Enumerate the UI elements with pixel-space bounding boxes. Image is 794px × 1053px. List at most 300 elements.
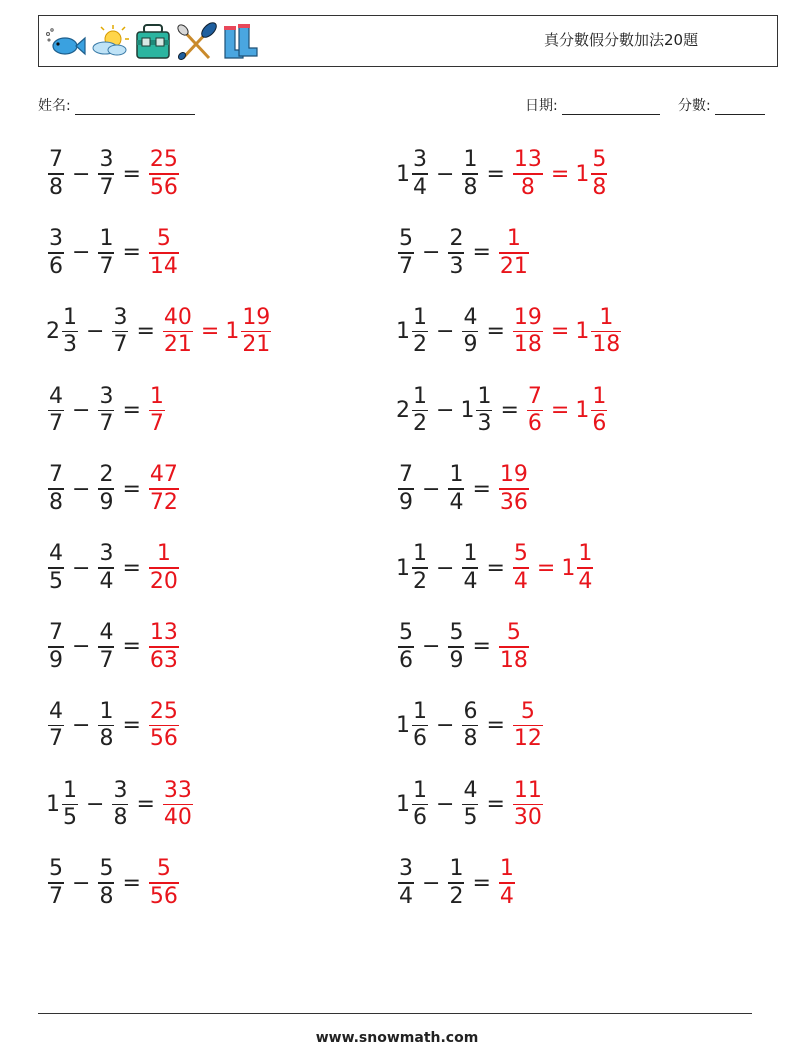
fraction	[448, 463, 464, 515]
problem-10	[396, 454, 531, 524]
crossed-paddles-icon	[175, 22, 217, 62]
denominator: 6	[527, 411, 542, 437]
problem-16	[396, 691, 545, 761]
denominator: 4	[513, 568, 528, 594]
numerator: 1	[413, 698, 427, 724]
numerator: 19	[242, 304, 271, 330]
minuend	[46, 857, 66, 909]
minuend	[46, 542, 66, 594]
denominator: 4	[399, 883, 413, 909]
answer	[147, 857, 181, 909]
denominator: 8	[113, 805, 128, 831]
denominator: 7	[99, 411, 114, 437]
answer	[511, 700, 545, 752]
numerator: 6	[463, 698, 478, 724]
denominator: 7	[113, 332, 128, 358]
minuend	[396, 857, 416, 909]
denominator: 7	[149, 411, 164, 437]
problem-4	[396, 218, 531, 288]
denominator: 2	[449, 883, 464, 909]
fraction	[398, 857, 414, 909]
date-label: 日期:	[525, 98, 558, 114]
denominator: 72	[149, 489, 178, 515]
fraction	[48, 227, 64, 279]
fraction	[448, 621, 464, 673]
denominator: 4	[99, 568, 114, 594]
minus-sign: −	[72, 870, 91, 896]
numerator: 1	[592, 383, 607, 409]
equals-sign: =	[122, 713, 141, 739]
answer-fraction	[499, 857, 515, 909]
fraction	[48, 148, 64, 200]
denominator: 7	[399, 253, 413, 279]
minus-sign: −	[86, 791, 105, 817]
numerator: 7	[49, 462, 63, 488]
answer-fraction	[513, 700, 543, 752]
minuend	[46, 700, 66, 752]
equals-sign: =	[486, 713, 505, 739]
minuend	[46, 306, 80, 358]
tackle-box-icon	[133, 22, 173, 62]
fraction	[412, 306, 428, 358]
fraction	[448, 857, 464, 909]
whole-number: 1	[575, 161, 590, 187]
denominator: 9	[463, 332, 478, 358]
problem-15	[46, 691, 181, 761]
numerator: 5	[506, 620, 521, 646]
numerator: 1	[149, 383, 164, 409]
fraction	[591, 148, 607, 200]
equals-sign: =	[122, 870, 141, 896]
denominator: 18	[592, 332, 621, 358]
fraction	[62, 306, 78, 358]
denominator: 21	[242, 332, 271, 358]
answer	[497, 621, 531, 673]
minus-sign: −	[72, 555, 91, 581]
answer-fraction	[149, 857, 179, 909]
answer	[147, 463, 181, 515]
numerator: 5	[520, 698, 535, 724]
denominator: 63	[149, 647, 178, 673]
minuend	[396, 779, 430, 831]
answer-fraction	[513, 306, 543, 358]
denominator: 6	[399, 647, 413, 673]
whole-number: 1	[46, 791, 60, 817]
subtrahend	[110, 306, 130, 358]
rain-boots-icon	[219, 22, 261, 62]
numerator: 3	[99, 147, 114, 173]
date-blank[interactable]	[562, 100, 660, 115]
answer-fraction	[499, 621, 529, 673]
equals-sign: =	[136, 791, 155, 817]
denominator: 4	[413, 174, 427, 200]
numerator: 3	[49, 226, 63, 252]
equals-sign: =	[500, 397, 519, 423]
header-icons	[43, 22, 261, 62]
minuend	[46, 227, 66, 279]
fraction	[476, 385, 492, 437]
score-label: 分數:	[678, 98, 711, 114]
denominator: 6	[49, 253, 63, 279]
denominator: 5	[49, 568, 63, 594]
numerator: 4	[49, 698, 63, 724]
numerator: 25	[149, 698, 178, 724]
denominator: 8	[99, 883, 114, 909]
numerator: 7	[49, 620, 63, 646]
whole-number: 2	[396, 397, 410, 423]
numerator: 5	[99, 856, 114, 882]
numerator: 19	[513, 304, 542, 330]
minus-sign: −	[436, 713, 455, 739]
fraction	[112, 779, 128, 831]
minus-sign: −	[72, 397, 91, 423]
denominator: 5	[463, 805, 478, 831]
subtrahend	[96, 227, 116, 279]
minus-sign: −	[86, 319, 105, 345]
fraction	[98, 542, 114, 594]
numerator: 3	[399, 856, 413, 882]
footer-divider	[38, 1013, 752, 1014]
denominator: 56	[149, 174, 178, 200]
minuend	[396, 306, 430, 358]
problem-8	[396, 375, 609, 445]
numerator: 1	[599, 304, 614, 330]
fraction	[462, 306, 478, 358]
answer	[147, 542, 181, 594]
equals-sign: =	[486, 161, 505, 187]
subtrahend	[446, 463, 466, 515]
problem-11	[46, 533, 181, 603]
answer-fraction	[513, 542, 529, 594]
denominator: 8	[49, 489, 63, 515]
answer-fraction	[499, 463, 529, 515]
fraction	[98, 463, 114, 515]
denominator: 4	[578, 568, 593, 594]
fraction	[98, 621, 114, 673]
minus-sign: −	[422, 476, 441, 502]
fraction	[412, 779, 428, 831]
subtrahend	[96, 621, 116, 673]
problem-7	[46, 375, 167, 445]
denominator: 2	[413, 411, 427, 437]
problem-17	[46, 769, 195, 839]
denominator: 36	[499, 489, 528, 515]
subtrahend	[96, 857, 116, 909]
numerator: 1	[99, 226, 114, 252]
problem-9	[46, 454, 181, 524]
answer-equals-sign: =	[536, 555, 556, 581]
denominator: 9	[49, 647, 63, 673]
whole-number: 1	[460, 397, 475, 423]
numerator: 47	[149, 462, 178, 488]
answer-fraction	[149, 700, 179, 752]
minuend	[396, 621, 416, 673]
fraction	[462, 700, 478, 752]
denominator: 2	[413, 568, 427, 594]
fraction	[98, 385, 114, 437]
numerator: 2	[99, 462, 114, 488]
numerator: 1	[99, 698, 114, 724]
fraction	[48, 542, 64, 594]
whole-number: 1	[225, 319, 240, 345]
subtrahend	[446, 227, 466, 279]
worksheet-title: 真分數假分數加法20題	[544, 31, 699, 49]
denominator: 40	[163, 805, 192, 831]
subtrahend	[460, 385, 494, 437]
problem-5	[46, 297, 273, 367]
answer-fraction	[149, 227, 179, 279]
numerator: 1	[578, 541, 593, 567]
numerator: 1	[506, 226, 521, 252]
minus-sign: −	[72, 634, 91, 660]
denominator: 8	[49, 174, 63, 200]
minus-sign: −	[72, 161, 91, 187]
problem-19	[46, 848, 181, 918]
answer	[511, 306, 623, 358]
answer	[511, 148, 609, 200]
numerator: 1	[156, 541, 171, 567]
problem-2	[396, 139, 609, 209]
fraction	[98, 227, 114, 279]
fraction	[462, 148, 478, 200]
minus-sign: −	[436, 555, 455, 581]
denominator: 6	[413, 726, 427, 752]
worksheet-header	[38, 15, 778, 67]
whole-number: 1	[396, 161, 410, 187]
numerator: 5	[513, 541, 528, 567]
numerator: 1	[413, 383, 427, 409]
subtrahend	[446, 621, 466, 673]
minus-sign: −	[72, 713, 91, 739]
answer	[497, 463, 531, 515]
fraction	[112, 306, 128, 358]
numerator: 7	[49, 147, 63, 173]
subtrahend	[96, 542, 116, 594]
whole-number: 1	[575, 397, 590, 423]
answer-fraction	[527, 385, 543, 437]
denominator: 8	[99, 726, 114, 752]
denominator: 7	[99, 174, 114, 200]
whole-number: 1	[396, 319, 410, 345]
denominator: 7	[49, 726, 63, 752]
denominator: 8	[463, 174, 478, 200]
answer	[147, 148, 181, 200]
answer-fraction	[513, 779, 543, 831]
whole-number: 1	[575, 319, 590, 345]
denominator: 56	[149, 726, 178, 752]
numerator: 5	[49, 856, 63, 882]
fraction	[412, 542, 428, 594]
minuend	[396, 148, 430, 200]
problem-18	[396, 769, 545, 839]
denominator: 4	[449, 489, 464, 515]
equals-sign: =	[136, 319, 155, 345]
equals-sign: =	[472, 240, 491, 266]
equals-sign: =	[122, 634, 141, 660]
minus-sign: −	[436, 161, 455, 187]
fraction	[462, 779, 478, 831]
answer-equals-sign: =	[550, 319, 570, 345]
fraction	[462, 542, 478, 594]
minuend	[46, 621, 66, 673]
fish-icon	[43, 22, 87, 62]
fraction	[48, 463, 64, 515]
subtrahend	[460, 779, 480, 831]
denominator: 30	[513, 805, 542, 831]
numerator: 2	[449, 226, 464, 252]
answer-equals-sign: =	[550, 397, 570, 423]
denominator: 4	[499, 883, 514, 909]
numerator: 1	[499, 856, 514, 882]
score-blank[interactable]	[715, 100, 765, 115]
numerator: 13	[513, 147, 542, 173]
subtrahend	[460, 306, 480, 358]
equals-sign: =	[472, 634, 491, 660]
answer-fraction	[149, 542, 179, 594]
answer-fraction	[149, 385, 165, 437]
numerator: 13	[149, 620, 178, 646]
problem-14	[396, 612, 531, 682]
numerator: 3	[99, 541, 114, 567]
name-label: 姓名:	[38, 98, 71, 114]
numerator: 33	[163, 777, 192, 803]
numerator: 4	[463, 777, 478, 803]
numerator: 4	[463, 304, 478, 330]
numerator: 19	[499, 462, 528, 488]
whole-number: 2	[46, 319, 60, 345]
denominator: 3	[477, 411, 492, 437]
minus-sign: −	[436, 791, 455, 817]
answer	[147, 385, 167, 437]
minuend	[396, 227, 416, 279]
subtrahend	[460, 542, 480, 594]
whole-number: 1	[396, 555, 410, 581]
denominator: 6	[592, 411, 607, 437]
minuend	[46, 148, 66, 200]
numerator: 1	[477, 383, 492, 409]
footer-url: www.snowmath.com	[315, 1030, 479, 1046]
denominator: 4	[463, 568, 478, 594]
answer	[161, 779, 195, 831]
equals-sign: =	[486, 555, 505, 581]
equals-sign: =	[122, 555, 141, 581]
numerator: 3	[113, 777, 128, 803]
problem-12	[396, 533, 595, 603]
numerator: 5	[449, 620, 464, 646]
fraction	[62, 779, 78, 831]
minus-sign: −	[72, 476, 91, 502]
minuend	[396, 542, 430, 594]
minuend	[396, 463, 416, 515]
numerator: 1	[413, 541, 427, 567]
subtrahend	[96, 700, 116, 752]
whole-number: 1	[561, 555, 576, 581]
subtrahend	[110, 779, 130, 831]
numerator: 40	[163, 304, 192, 330]
fraction	[412, 148, 428, 200]
answer-mixed-number	[575, 148, 609, 200]
denominator: 14	[149, 253, 178, 279]
whole-number: 1	[396, 791, 410, 817]
answer-fraction	[163, 779, 193, 831]
answer-equals-sign: =	[550, 161, 570, 187]
answer-fraction	[513, 148, 543, 200]
name-blank[interactable]	[75, 100, 195, 115]
fraction	[398, 621, 414, 673]
answer-mixed-number	[575, 306, 623, 358]
denominator: 7	[99, 647, 114, 673]
denominator: 21	[163, 332, 192, 358]
numerator: 3	[413, 147, 427, 173]
answer-fraction	[149, 463, 179, 515]
fraction	[48, 857, 64, 909]
name-field	[38, 95, 195, 115]
answer-fraction	[163, 306, 193, 358]
answer	[497, 857, 517, 909]
numerator: 7	[527, 383, 542, 409]
answer	[525, 385, 609, 437]
denominator: 20	[149, 568, 178, 594]
minuend	[46, 463, 66, 515]
numerator: 5	[399, 226, 413, 252]
whole-number: 1	[396, 713, 410, 739]
fraction	[448, 227, 464, 279]
equals-sign: =	[486, 791, 505, 817]
problem-1	[46, 139, 181, 209]
numerator: 1	[449, 462, 464, 488]
denominator: 3	[449, 253, 464, 279]
subtrahend	[460, 148, 480, 200]
denominator: 7	[49, 411, 63, 437]
minus-sign: −	[436, 397, 455, 423]
denominator: 8	[520, 174, 535, 200]
numerator: 1	[463, 147, 478, 173]
minuend	[46, 779, 80, 831]
problem-13	[46, 612, 181, 682]
denominator: 8	[463, 726, 478, 752]
date-field	[525, 95, 660, 115]
fraction	[412, 385, 428, 437]
answer	[147, 227, 181, 279]
denominator: 8	[592, 174, 607, 200]
subtrahend	[96, 385, 116, 437]
numerator: 1	[413, 777, 427, 803]
answer	[147, 700, 181, 752]
answer-equals-sign: =	[200, 319, 220, 345]
denominator: 56	[149, 883, 178, 909]
answer	[147, 621, 181, 673]
answer-mixed-number	[575, 385, 609, 437]
answer	[161, 306, 273, 358]
denominator: 12	[513, 726, 542, 752]
answer	[497, 227, 531, 279]
denominator: 2	[413, 332, 427, 358]
numerator: 1	[413, 304, 427, 330]
denominator: 7	[99, 253, 114, 279]
subtrahend	[460, 700, 480, 752]
fraction	[591, 306, 621, 358]
equals-sign: =	[472, 476, 491, 502]
minus-sign: −	[72, 240, 91, 266]
numerator: 1	[63, 777, 77, 803]
answer-mixed-number	[561, 542, 595, 594]
answer-fraction	[499, 227, 529, 279]
subtrahend	[96, 148, 116, 200]
fraction	[591, 385, 607, 437]
denominator: 7	[49, 883, 63, 909]
equals-sign: =	[122, 397, 141, 423]
denominator: 9	[399, 489, 413, 515]
